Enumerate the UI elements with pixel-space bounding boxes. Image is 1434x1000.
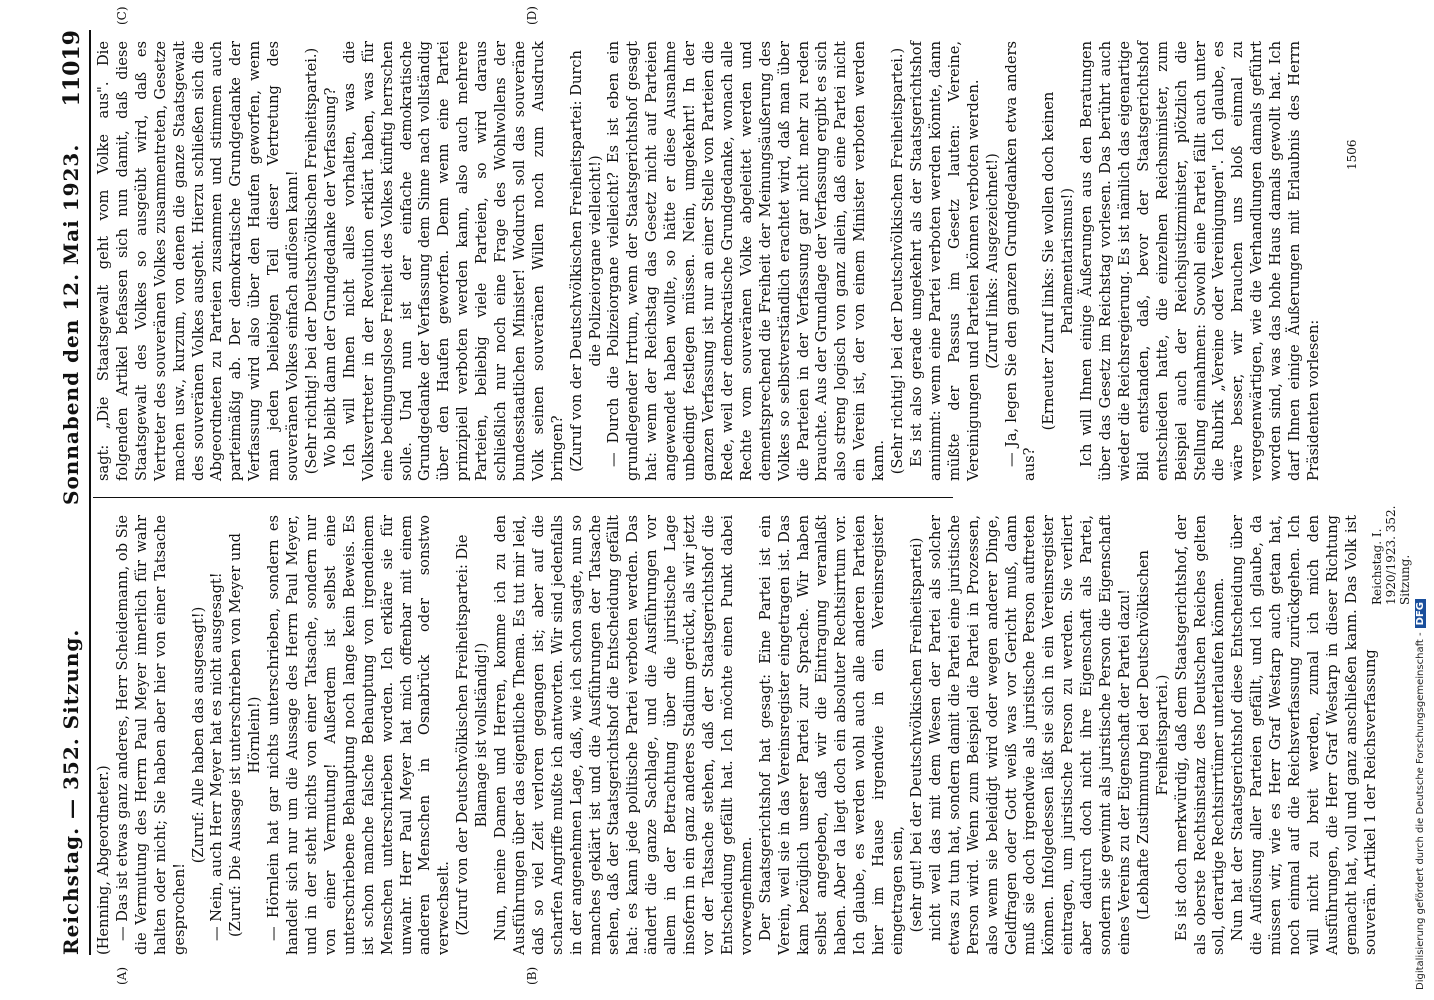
right-column	[95, 41, 1324, 481]
margin-mark-d: (D)	[525, 6, 539, 25]
interjection: (Zuruf links: Ausgezeichnet!)	[983, 153, 1001, 369]
paragraph: sagt: „Die Staatsgewalt geht vom Volke aus". Die folgenden Artikel befassen sich nun damit, daß diese Staatsgewalt des Volkes so ausgeübt wird, daß es Vertreter des souveränen Volkes zusammentreten, Gesetze machen usw., kurzum, von denen die ganze Staatsgewalt des souveränen Volkes ausgeht. Hierzu schließen sich die Abgeordneten zu Parteien zusammen und stimmen auch parteimäßig ab. Der demokratische Grundgedanke der Verfassung wird also über den Haufen geworfen, wenn man jeden beliebigen Teil dieser Vertretung des souveränen Volkes einfach auflösen kann!	[95, 41, 302, 481]
paragraph: Wo bleibt dann der Grundgedanke der Verfassung?	[321, 87, 339, 467]
paragraph: nicht weil das mit dem Wesen der Partei als solcher etwas zu tun hat, sondern damit die Partei eine juristische Person wird. Wenn zum Beispiel die Partei in Prozessen, also wenn sie beleidigt wird oder wegen anderer Dinge, Geldfragen oder Gott weiß was vor Gericht muß, dann muß sie doch irgendwie als juristische Person auftreten können. Infolgedessen läßt sie sich in ein Vereinsregister eintragen, um juristische Person zu werden. Sie verliert aber dadurch doch nicht ihre Eigenschaft als Partei, sondern sie gewinnt als juristische Person die Eigenschaft eines Vereins zu der Eigenschaft der Partei dazu!	[926, 515, 1133, 955]
interjection: (Zuruf von der Deutschvölkischen Freiheitspartei: Durch die Polizeiorgane vielleicht!)	[567, 50, 604, 472]
rotated-page	[55, 6, 1415, 985]
page-header	[55, 30, 91, 955]
interjection: (Sehr richtig! bei der Deutschvölkischen Freiheitspartei.)	[889, 47, 907, 475]
header-date: Sonnabend den 12. Mai 1923.	[59, 143, 83, 505]
paragraph: — Das ist etwas ganz anderes, Herr Scheidemann, ob Sie die Vermutung des Herrn Paul Meyer innerlich für wahr halten oder nicht; Sie haben aber hier von einer Tatsache gesprochen!	[113, 515, 188, 955]
header-page-number: 11019	[59, 30, 85, 107]
page-footer-right: 1506	[1345, 139, 1359, 170]
interjection: (Sehr richtig! bei der Deutschvölkischen Freiheitspartei.)	[302, 47, 320, 475]
paragraph: Der Staatsgerichtshof hat gesagt: Eine Partei ist ein Verein, weil sie in das Vereinsregister eingetragen ist. Das kam bezüglich unserer Partei zur Sprache. Wir haben selbst angegeben, daß wir die Eintragung veranlaßt haben. Aber da liegt doch ein absoluter Rechtsirrtum vor. Ich glaube, es werden wohl auch alle anderen Parteien hier im Hause irgendwie in ein Vereinsregister eingetragen sein,	[756, 515, 907, 955]
margin-mark-c: (C)	[115, 6, 129, 25]
paragraph: — Nein, auch Herr Meyer hat es nicht ausgesagt!	[208, 572, 226, 941]
paragraph: Nun, meine Damen und Herren, komme ich zu den Ausführungen über das eigentliche Thema. Es tut mir leid, daß so viel Zeit verloren gegangen ist; aber auf die scharfen Angriffe mußte ich antworten. Wir sind jedenfalls in der angenehmen Lage, daß, wie ich schon sagte, nun so manches geklärt ist und die Ausführungen der Tatsache sehen, daß der Staatsgerichtshof die Entscheidung gefällt hat: es kann jede politische Partei verboten werden. Das ändert die ganze Sachlage, und die Ausführungen vor allem in der Betrachtung über die juristische Lage insofern in ein ganz anderes Stadium gerückt, als wir jetzt vor der Tatsache stehen, daß der Staatsgerichtshof die Entscheidung gefällt hat. Ich möchte einen Punkt dabei vorwegnehmen.	[492, 515, 755, 955]
interjection: (sehr gut! bei der Deutschvölkischen Freiheitspartei)	[907, 537, 925, 933]
interjection: (Zuruf: Alle haben das ausgesagt!)	[189, 606, 207, 864]
paragraph: (Henning, Abgeordneter.)	[95, 765, 112, 955]
header-session: Reichstag. — 352. Sitzung.	[59, 628, 83, 955]
left-column	[95, 515, 1381, 955]
digitization-credit	[1415, 10, 1426, 990]
interjection: (Zuruf von der Deutschvölkischen Freiheitspartei: Die Blamage ist vollständig!)	[454, 534, 491, 936]
paragraph: — Durch die Polizeiorgane vielleicht? Es ist eben ein grundlegender Irrtum, wenn der Staatsgerichtshof gesagt hat: wenn der Reichstag das Gesetz nicht auf Parteien angewendet haben wollte, so hätte er diese Ausnahme unbedingt festlegen müssen. Nein, umgekehrt! In der ganzen Verfassung ist nur an einer Stelle von Parteien die Rede, weil der demokratische Grundgedanke, wonach alle Rechte vom souveränen Volke abgeleitet werden und dementsprechend die Freiheit der Meinungsäußerung des Volkes so selbstverständlich erachtet wird, daß man über die Parteien in der Verfassung gar nicht mehr zu reden brauchte. Aus der Grundlage der Verfassung ergibt es sich also streng logisch von ganz allein, daß eine Partei nicht ein Verein ist, der von einem Minister verboten werden kann.	[605, 41, 888, 481]
paragraph: Ich will Ihnen nicht alles vorhalten, was die Volksvertreter in der Revolution erklärt haben, was für eine bedingungslose Freiheit des Volkes künftig herrschen solle. Und nun ist der einfache demokratische Grundgedanke der Verfassung dem Sinne nach vollständig über den Haufen geworfen. Denn wenn eine Partei prinzipiell verboten werden kann, also auch mehrere Parteien, beliebig viele Parteien, so wird daraus schließlich nur noch eine Frage des Wohlwollens der bundesstaatlichen Minister! Wodurch soll das souveräne Volk seinen souveränen Willen noch zum Ausdruck bringen?	[340, 41, 566, 481]
paragraph: Es ist also gerade umgekehrt als der Staatsgerichtshof annimmt: wenn eine Partei verboten werden könnte, dann müßte der Passus im Gesetz lauten: Vereine, Vereinigungen und Parteien können verboten werden.	[907, 41, 982, 481]
paragraph: Ich will Ihnen einige Äußerungen aus den Beratungen über das Gesetz im Reichstag vorlesen. Das berührt auch wieder die Reichsregierung. Es ist nämlich das eigenartige Bild entstanden, daß, bevor der Staatsgerichtshof entschieden hatte, die einzelnen Reichsminister, zum Beispiel auch der Reichsjustizminister, plötzlich die Stellung einnahmen: Sowohl eine Partei fällt auch unter die Rubrik „Vereine oder Vereinigungen". Ich glaube, es wäre besser, wir brauchen uns bloß einmal zu vergegenwärtigen, wie die Verhandlungen damals geführt worden sind, was das hohe Haus damals gewollt hat. Ich darf Ihnen einige Äußerungen mit Erlaubnis des Herrn Präsidenten vorlesen:	[1078, 41, 1322, 481]
paragraph: — Hörnlein hat gar nichts unterschrieben, sondern es handelt sich nur um die Aussage des Herrn Paul Meyer, und in der steht nichts von einer Tatsache, sondern nur von einer Vermutung! Außerdem ist selbst eine unterschriebene Behauptung noch lange kein Beweis. Es ist schon manche falsche Behauptung von irgendeinem Menschen unterschrieben worden. Ich erkläre sie für unwahr. Herr Paul Meyer hat mich offenbar mit einem anderen Menschen in Osnabrück oder sonstwo verwechselt.	[265, 515, 453, 955]
margin-mark-a: (A)	[115, 966, 129, 985]
paragraph: Es ist doch merkwürdig, daß dem Staatsgerichtshof, der als oberste Rechtsinstanz des Deutschen Reiches gelten soll, derartige Rechtsirrtümer unterlaufen können.	[1172, 515, 1228, 955]
interjection: (Zuruf: Die Aussage ist unterschrieben von Meyer und Hörnlein!)	[227, 532, 264, 938]
interjection: (Erneuter Zuruf links: Sie wollen doch keinen Parlamentarismus!)	[1040, 91, 1077, 431]
column-divider	[93, 497, 953, 498]
dfg-logo: DFG	[1415, 599, 1426, 628]
credit-text: Digitalisierung gefördert durch die Deutsche Forschungsgemeinschaft -	[1415, 632, 1426, 990]
paragraph: — Ja, legen Sie den ganzen Grundgedanken etwa anders aus?	[1002, 41, 1039, 481]
margin-mark-b: (B)	[525, 966, 539, 985]
interjection: (Lebhafte Zustimmung bei der Deutschvölkischen Freiheitspartei.)	[1134, 550, 1171, 920]
page-footer-left: Reichstag. I. 1920/1923. 352. Sitzung.	[1370, 505, 1412, 605]
paragraph: Nun hat der Staatsgerichtshof diese Entscheidung über die Auflösung aller Parteien gefällt, und ich glaube, da müssen wir, wie es Herr Graf Westarp auch getan hat, noch einmal auf die Reichsverfassung zurückgehen. Ich will nicht zu breit werden, zumal ich mich den Ausführungen, die Herr Graf Westarp in dieser Richtung gemacht hat, voll und ganz anschließen kann. Das Volk ist souverän. Artikel 1 der Reichsverfassung	[1229, 515, 1379, 955]
